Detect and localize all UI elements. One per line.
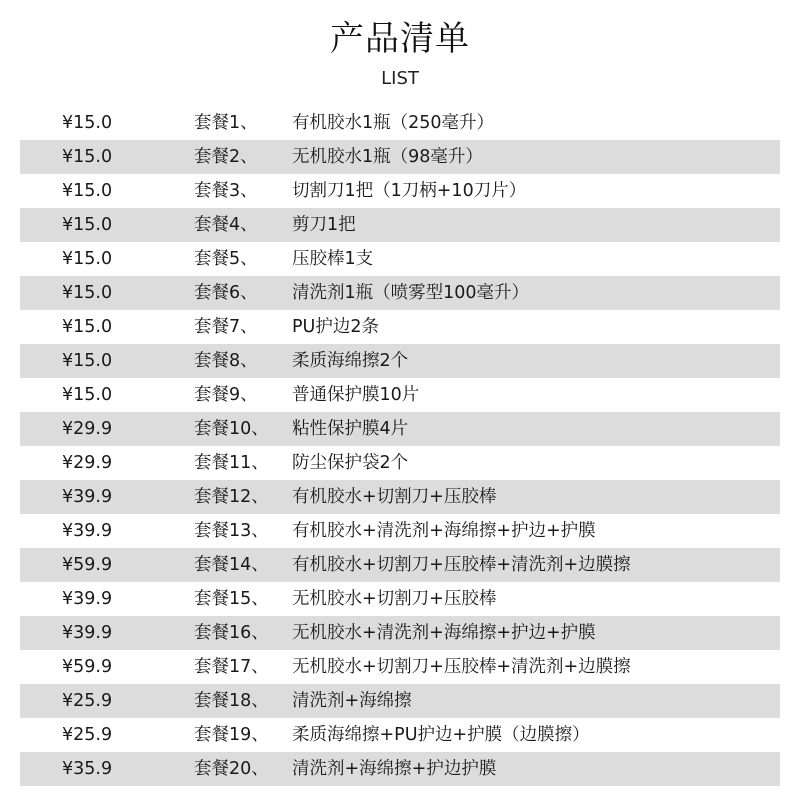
item-description: 清洗剂+海绵擦	[292, 691, 412, 711]
item-description: 切割刀1把（1刀柄+10刀片）	[292, 181, 527, 201]
list-item	[20, 344, 780, 378]
item-price: ¥29.9	[62, 453, 113, 473]
item-description: 无机胶水+切割刀+压胶棒+清洗剂+边膜擦	[292, 657, 631, 677]
item-price: ¥39.9	[62, 623, 113, 643]
item-description: 有机胶水1瓶（250毫升）	[292, 113, 495, 133]
item-price: ¥39.9	[62, 589, 113, 609]
list-item	[20, 174, 780, 208]
item-description: 无机胶水1瓶（98毫升）	[292, 147, 483, 167]
list-item	[20, 140, 780, 174]
item-description: 剪刀1把	[292, 215, 356, 235]
product-list	[20, 106, 780, 786]
item-price: ¥15.0	[62, 351, 113, 371]
item-price: ¥29.9	[62, 419, 113, 439]
item-description: 粘性保护膜4片	[292, 419, 409, 439]
item-package: 套餐18、	[194, 691, 269, 711]
list-item	[20, 582, 780, 616]
item-package: 套餐8、	[194, 351, 258, 371]
item-price: ¥15.0	[62, 317, 113, 337]
item-package: 套餐17、	[194, 657, 269, 677]
list-item	[20, 378, 780, 412]
item-price: ¥35.9	[62, 759, 113, 779]
item-package: 套餐15、	[194, 589, 269, 609]
list-item	[20, 446, 780, 480]
list-item	[20, 718, 780, 752]
item-package: 套餐9、	[194, 385, 258, 405]
item-price: ¥25.9	[62, 725, 113, 745]
item-price: ¥15.0	[62, 113, 113, 133]
list-item	[20, 650, 780, 684]
item-description: 有机胶水+切割刀+压胶棒+清洗剂+边膜擦	[292, 555, 631, 575]
list-item	[20, 412, 780, 446]
item-price: ¥15.0	[62, 147, 113, 167]
list-item	[20, 276, 780, 310]
item-package: 套餐5、	[194, 249, 258, 269]
item-package: 套餐19、	[194, 725, 269, 745]
item-package: 套餐11、	[194, 453, 269, 473]
item-package: 套餐16、	[194, 623, 269, 643]
item-price: ¥15.0	[62, 181, 113, 201]
item-price: ¥39.9	[62, 487, 113, 507]
item-package: 套餐10、	[194, 419, 269, 439]
item-package: 套餐14、	[194, 555, 269, 575]
list-item	[20, 548, 780, 582]
item-price: ¥25.9	[62, 691, 113, 711]
item-description: 有机胶水+切割刀+压胶棒	[292, 487, 497, 507]
item-description: 清洗剂1瓶（喷雾型100毫升）	[292, 283, 530, 303]
item-description: 压胶棒1支	[292, 249, 374, 269]
item-package: 套餐12、	[194, 487, 269, 507]
item-description: 普通保护膜10片	[292, 385, 420, 405]
item-price: ¥15.0	[62, 215, 113, 235]
item-package: 套餐7、	[194, 317, 258, 337]
page-title: 产品清单	[330, 19, 470, 59]
item-description: 柔质海绵擦+PU护边+护膜（边膜擦）	[292, 725, 590, 745]
list-item	[20, 480, 780, 514]
item-description: 防尘保护袋2个	[292, 453, 409, 473]
item-package: 套餐3、	[194, 181, 258, 201]
item-price: ¥15.0	[62, 249, 113, 269]
list-item	[20, 616, 780, 650]
item-description: 有机胶水+清洗剂+海绵擦+护边+护膜	[292, 521, 596, 541]
item-package: 套餐1、	[194, 113, 258, 133]
item-description: 柔质海绵擦2个	[292, 351, 409, 371]
item-description: 清洗剂+海绵擦+护边护膜	[292, 759, 497, 779]
item-price: ¥59.9	[62, 657, 113, 677]
list-item	[20, 310, 780, 344]
item-package: 套餐6、	[194, 283, 258, 303]
item-package: 套餐20、	[194, 759, 269, 779]
list-item	[20, 514, 780, 548]
page-subtitle: LIST	[381, 68, 419, 89]
item-description: 无机胶水+清洗剂+海绵擦+护边+护膜	[292, 623, 596, 643]
item-description: 无机胶水+切割刀+压胶棒	[292, 589, 497, 609]
item-price: ¥59.9	[62, 555, 113, 575]
item-price: ¥15.0	[62, 283, 113, 303]
item-package: 套餐2、	[194, 147, 258, 167]
list-item	[20, 242, 780, 276]
list-item	[20, 106, 780, 140]
item-price: ¥39.9	[62, 521, 113, 541]
list-item	[20, 684, 780, 718]
list-item	[20, 752, 780, 786]
list-item	[20, 208, 780, 242]
item-description: PU护边2条	[292, 317, 379, 337]
item-package: 套餐4、	[194, 215, 258, 235]
item-package: 套餐13、	[194, 521, 269, 541]
item-price: ¥15.0	[62, 385, 113, 405]
